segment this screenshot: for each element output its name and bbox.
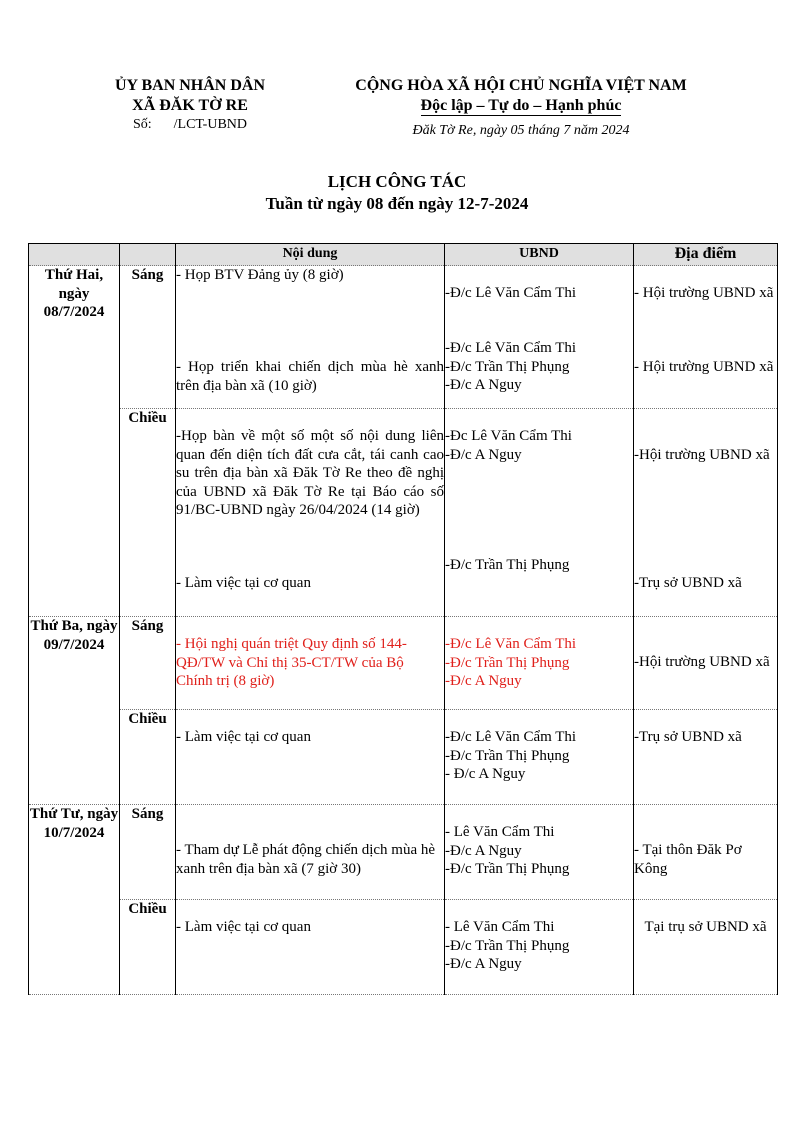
document-number-suffix: /LCT-UBND [173,117,248,132]
ubnd-person: -Đ/c A Nguy [445,377,522,393]
ubnd-person: - Lê Văn Cẩm Thi [445,824,555,840]
content-item: - Họp triển khai chiến dịch mùa hè xanh trên địa bàn xã (10 giờ) [176,359,444,394]
header-content: Nội dung [176,244,445,266]
content-cell [176,617,445,710]
content-item: -Họp bàn về một số một số nội dung liên quan đến diện tích đất cưa cắt, tái canh cao su trên địa bàn xã Đăk Tờ Re theo đề nghị của UBND xã Đăk Tờ Re tại Báo cáo số 91/BC-UBND ngày 26/04/2024 (14 giờ) [176,428,444,518]
table-header-row [29,244,778,266]
page-subtitle: Tuần từ ngày 08 đến ngày 12-7-2024 [265,194,529,213]
ubnd-person: -Đ/c Trần Thị Phụng [445,861,570,877]
table-row [29,617,778,710]
issuer-block [90,76,290,133]
ubnd-person: -Đ/c Lê Văn Cẩm Thi [445,285,577,301]
issue-date: Đăk Tờ Re, ngày 05 tháng 7 năm 2024 [412,123,630,138]
content-cell [176,710,445,805]
table-row [29,266,778,409]
table-row [29,900,778,995]
ubnd-person: -Đ/c A Nguy [445,673,522,689]
content-text: Hội nghị quán triệt Quy định số 144-QĐ/TW và Chỉ thị 35-CT/TW của Bộ Chính trị (8 giờ) [176,636,407,689]
ubnd-person: -Đ/c Trần Thị Phụng [445,937,570,954]
header-place: Địa điểm [634,244,778,266]
place-cell [634,409,778,617]
header-session [120,244,176,266]
content-cell [176,266,445,409]
content-cell [176,900,445,995]
place-item: Tại trụ sở UBND xã [644,919,767,935]
day-label: Thứ Tư, ngày 10/7/2024 [29,805,120,995]
content-cell [176,805,445,900]
session-label: Chiều [120,710,176,805]
content-item: - Họp BTV Đảng ủy (8 giờ) [176,267,344,283]
place-item: -Hội trường UBND xã [634,654,770,670]
place-cell [634,617,778,710]
ubnd-cell [445,805,634,900]
session-label: Chiều [120,409,176,617]
place-cell [634,900,778,995]
day-label: Thứ Hai, ngày 08/7/2024 [29,266,120,617]
session-label: Chiều [120,900,176,995]
ubnd-person: -Đ/c Trần Thị Phụng [445,556,570,573]
issuer-line-1: ỦY BAN NHÂN DÂN [114,77,266,94]
table-row [29,805,778,900]
page-title: LỊCH CÔNG TÁC [327,172,467,191]
content-prefix: - [176,636,185,652]
day-label: Thứ Ba, ngày 09/7/2024 [29,617,120,805]
schedule-table [28,243,778,995]
content-item: - Làm việc tại cơ quan [176,575,311,591]
document-number-label: Số: [132,117,152,132]
ubnd-person: -Đ/c A Nguy [445,842,522,859]
ubnd-person: -Đ/c Trần Thị Phụng [445,747,570,764]
national-header [326,76,716,141]
national-motto: Độc lập – Tự do – Hạnh phúc [420,97,622,114]
place-cell [634,266,778,409]
ubnd-cell [445,617,634,710]
place-item: -Trụ sở UBND xã [634,575,742,591]
ubnd-person: -Đ/c Lê Văn Cẩm Thi [445,340,577,356]
ubnd-person: - Lê Văn Cẩm Thi [445,919,555,935]
document-number [90,116,290,133]
ubnd-person: -Đ/c A Nguy [445,956,522,972]
ubnd-cell [445,900,634,995]
session-label: Sáng [120,805,176,900]
place-item: -Trụ sở UBND xã [634,729,742,745]
ubnd-person: -Đ/c Trần Thị Phụng [445,358,570,375]
ubnd-cell [445,409,634,617]
content-item [176,635,444,691]
content-item: - Tham dự Lễ phát động chiến dịch mùa hè xanh trên địa bàn xã (7 giờ 30) [176,842,436,877]
ubnd-cell [445,710,634,805]
place-item: - Tại thôn Đăk Pơ Kông [634,842,742,877]
content-cell [176,409,445,617]
place-cell [634,710,778,805]
header-ubnd: UBND [445,244,634,266]
ubnd-person: -Đ/c Lê Văn Cẩm Thi [445,636,577,652]
session-label: Sáng [120,266,176,409]
ubnd-person: -Đ/c Trần Thị Phụng [445,654,570,671]
place-cell [634,805,778,900]
content-item: - Làm việc tại cơ quan [176,729,311,745]
country-name: CỘNG HÒA XÃ HỘI CHỦ NGHĨA VIỆT NAM [355,77,687,94]
header-day [29,244,120,266]
ubnd-person: -Đc Lê Văn Cẩm Thi [445,428,572,444]
content-item: - Làm việc tại cơ quan [176,919,311,935]
place-item: - Hội trường UBND xã [634,359,774,375]
ubnd-person: -Đ/c A Nguy [445,446,522,463]
table-row [29,409,778,617]
ubnd-person: - Đ/c A Nguy [445,766,526,782]
session-label: Sáng [120,617,176,710]
ubnd-person: -Đ/c Lê Văn Cẩm Thi [445,729,577,745]
table-row [29,710,778,805]
ubnd-cell [445,266,634,409]
place-item: -Hội trường UBND xã [634,447,770,463]
issuer-line-2: XÃ ĐĂK TỜ RE [132,97,248,114]
place-item: - Hội trường UBND xã [634,285,774,301]
